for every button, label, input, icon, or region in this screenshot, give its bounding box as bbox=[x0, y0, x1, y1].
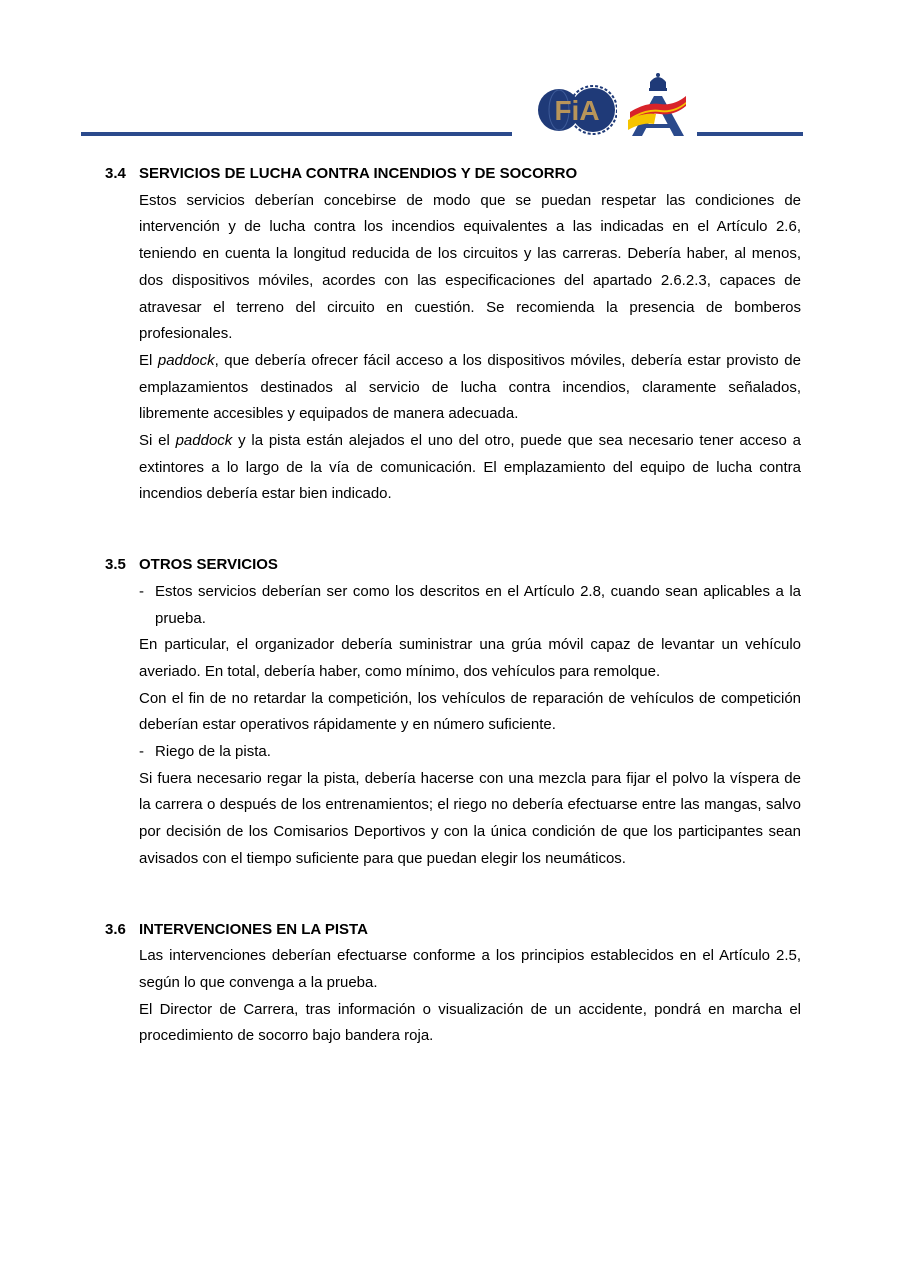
bullet-text bbox=[155, 739, 271, 766]
text-run: Estos servicios deberían ser como los descritos en el Artículo 2.8, cuando sean aplicables a la prueba. bbox=[155, 582, 801, 627]
fia-logo bbox=[537, 82, 617, 138]
text-run: Si fuera necesario regar la pista, debería hacerse con una mezcla para fijar el polvo la víspera de la carrera o después de los entrenamientos; el riego no debería efectuarse entre las mangas, salvo por decisión de los Comisarios Deportivos y con la única condición de que los participantes sean avisados con el tiempo suficiente para que puedan elegir los neumáticos. bbox=[139, 769, 801, 867]
section-heading bbox=[105, 552, 801, 579]
rfeda-logo bbox=[626, 72, 690, 138]
paragraph bbox=[139, 632, 801, 685]
section-number: 3.4 bbox=[105, 165, 126, 182]
svg-text:FiA: FiA bbox=[554, 95, 600, 126]
text-run: El bbox=[139, 351, 158, 369]
italic-term: paddock bbox=[157, 351, 215, 369]
section-number: 3.5 bbox=[105, 556, 126, 574]
document-body bbox=[105, 161, 801, 1094]
crown-icon bbox=[649, 73, 667, 91]
section-title: OTROS SERVICIOS bbox=[139, 556, 278, 574]
paragraph bbox=[139, 997, 801, 1050]
paragraph bbox=[139, 428, 801, 508]
text-run: El Director de Carrera, tras información o visualización de un accidente, pondrá en marcha el procedimiento de socorro bajo bandera roja. bbox=[139, 1000, 801, 1045]
paragraph bbox=[139, 686, 801, 739]
text-run: En particular, el organizador debería suministrar una grúa móvil capaz de levantar un vehículo averiado. En total, debería haber, como mínimo, dos vehículos para remolque. bbox=[139, 636, 801, 680]
section-title: INTERVENCIONES EN LA PISTA bbox=[139, 920, 368, 938]
section-heading bbox=[105, 917, 801, 944]
bullet-dash: - bbox=[139, 743, 144, 761]
paragraph bbox=[139, 348, 801, 428]
italic-term: paddock bbox=[175, 432, 233, 450]
bullet-text bbox=[155, 579, 801, 632]
text-run: Las intervenciones deberían efectuarse conforme a los principios establecidos en el Artículo 2.5, según lo que convenga a la prueba. bbox=[139, 947, 801, 991]
header-rule-right bbox=[697, 132, 803, 136]
paragraph bbox=[139, 766, 801, 873]
header-rule-left bbox=[81, 132, 512, 136]
bullet-dash: - bbox=[139, 582, 144, 600]
section-3-5 bbox=[105, 552, 801, 872]
text-run: Con el fin de no retardar la competición, los vehículos de reparación de vehículos de competición deberían estar operativos rápidamente y en número suficiente. bbox=[139, 689, 801, 734]
section-number: 3.6 bbox=[105, 920, 126, 938]
bullet-item bbox=[139, 579, 801, 632]
section-3-6 bbox=[105, 917, 801, 1051]
section-3-4 bbox=[105, 161, 801, 508]
text-run: Riego de la pista. bbox=[155, 743, 271, 761]
paragraph bbox=[139, 943, 801, 996]
text-run: Estos servicios deberían concebirse de modo que se puedan respetar las condiciones de intervención y de lucha contra los incendios equivalentes a las indicadas en el Artículo 2.6, teniendo en cuenta la longitud reducida de los circuitos y las carreras. Debería haber, al menos, dos dispositivos móviles, acordes con las especificaciones del apartado 2.6.2.3, capaces de atravesar el terreno del circuito en cuestión. Se recomienda la presencia de bomberos profesionales. bbox=[139, 191, 801, 343]
bullet-item bbox=[139, 739, 801, 766]
text-run: y la pista están alejados el uno del otro, puede que sea necesario tener acceso a extintores a lo largo de la vía de comunicación. El emplazamiento del equipo de lucha contra incendios debería estar bien indicado. bbox=[139, 432, 801, 503]
text-run: Si el bbox=[139, 432, 176, 450]
paragraph bbox=[139, 188, 801, 348]
section-title: SERVICIOS DE LUCHA CONTRA INCENDIOS Y DE SOCORRO bbox=[139, 165, 578, 182]
section-heading bbox=[105, 161, 801, 188]
text-run: , que debería ofrecer fácil acceso a los dispositivos móviles, debería estar provisto de emplazamientos destinados al servicio de lucha contra incendios, claramente señalados, libremente accesibles y equipados de manera adecuada. bbox=[139, 351, 801, 423]
